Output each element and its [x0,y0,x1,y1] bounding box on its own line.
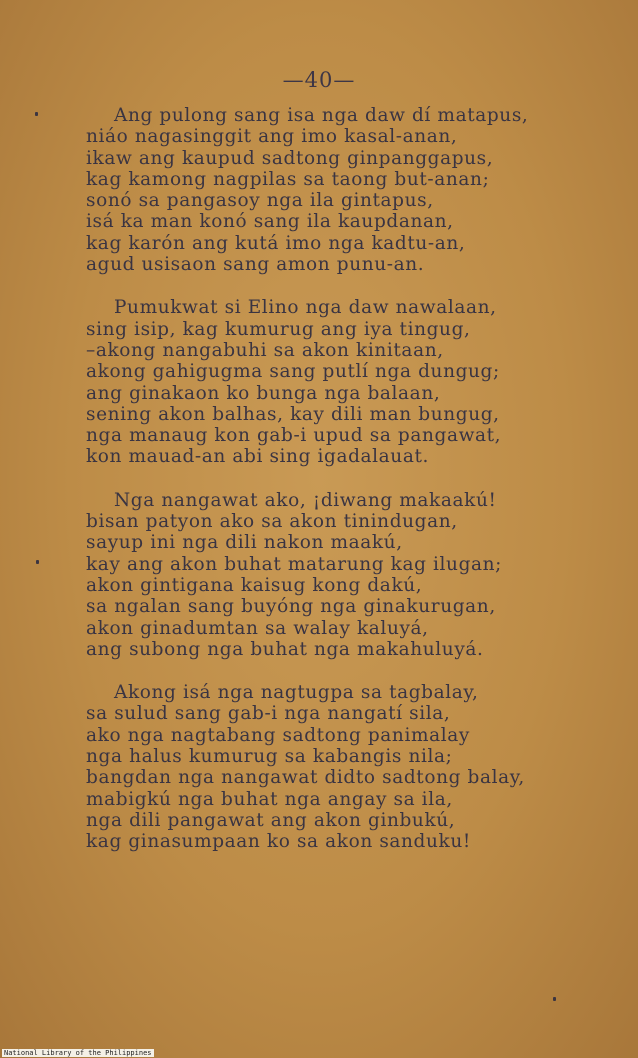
poem-line: agud usisaon sang amon punu-an. [86,254,425,276]
poem-line: Pumukwat si Elino nga daw nawalaan, [114,297,497,319]
poem-line: niáo nagasinggit ang imo kasal-anan, [86,126,458,148]
poem-line: sa ngalan sang buyóng nga ginakurugan, [86,596,496,618]
poem-line: sening akon balhas, kay dili man bungug, [86,403,500,425]
poem-line: kag karón ang kutá imo nga kadtu-an, [86,232,466,254]
poem-line: bangdan nga nangawat didto sadtong balay, [86,767,525,789]
poem-line: ang subong nga buhat nga makahuluyá. [86,638,484,660]
poem-line: ang ginakaon ko bunga nga balaan, [86,382,441,404]
page-number: —40— [282,68,356,92]
poem-line: nga dili pangawat ang akon ginbukú, [86,809,456,831]
poem-line: kon mauad-an abi sing igadalauat. [86,446,429,468]
poem-line: Nga nangawat ako, ¡diwang makaakú! [114,489,497,511]
stanza [86,682,586,852]
stanza [86,297,586,467]
poem-body [86,105,586,875]
poem-line: sa sulud sang gab-i nga nangatí sila, [86,703,451,725]
poem-line: kay ang akon buhat matarung kag ilugan; [86,553,502,575]
library-credit: National Library of the Philippines [4,1049,152,1057]
poem-line: Ang pulong sang isa nga daw dí matapus, [114,105,529,126]
ink-speck [35,112,38,116]
stanza [86,490,586,660]
poem-line: ikaw ang kaupud sadtong ginpanggapus, [86,147,494,169]
poem-line: kag ginasumpaan ko sa akon sanduku! [86,831,471,853]
poem-line: sing isip, kag kumurug ang iya tingug, [86,318,471,340]
poem-line: akon gintigana kaisug kong dakú, [86,574,423,596]
stanza [86,105,586,275]
poem-line: –akong nangabuhi sa akon kinitaan, [86,339,444,361]
poem-line: bisan patyon ako sa akon tinindugan, [86,511,458,533]
poem-line: mabigkú nga buhat nga angay sa ila, [86,788,453,810]
poem-line: sonó sa pangasoy nga ila gintapus, [86,190,434,212]
poem-line: kag kamong nagpilas sa taong but-anan; [86,168,490,190]
poem-line: isá ka man konó sang ila kaupdanan, [86,211,454,233]
ink-speck [36,560,39,564]
poem-line: Akong isá nga nagtugpa sa tagbalay, [114,682,479,704]
ink-speck [553,997,556,1001]
poem-line: akong gahigugma sang putlí nga dungug; [86,361,500,383]
poem-line: nga halus kumurug sa kabangis nila; [86,746,453,768]
poem-line: nga manaug kon gab-i upud sa pangawat, [86,425,502,447]
poem-line: ako nga nagtabang sadtong panimalay [86,724,470,746]
poem-line: akon ginadumtan sa walay kaluyá, [86,617,429,639]
poem-line: sayup ini nga dili nakon maakú, [86,532,403,554]
